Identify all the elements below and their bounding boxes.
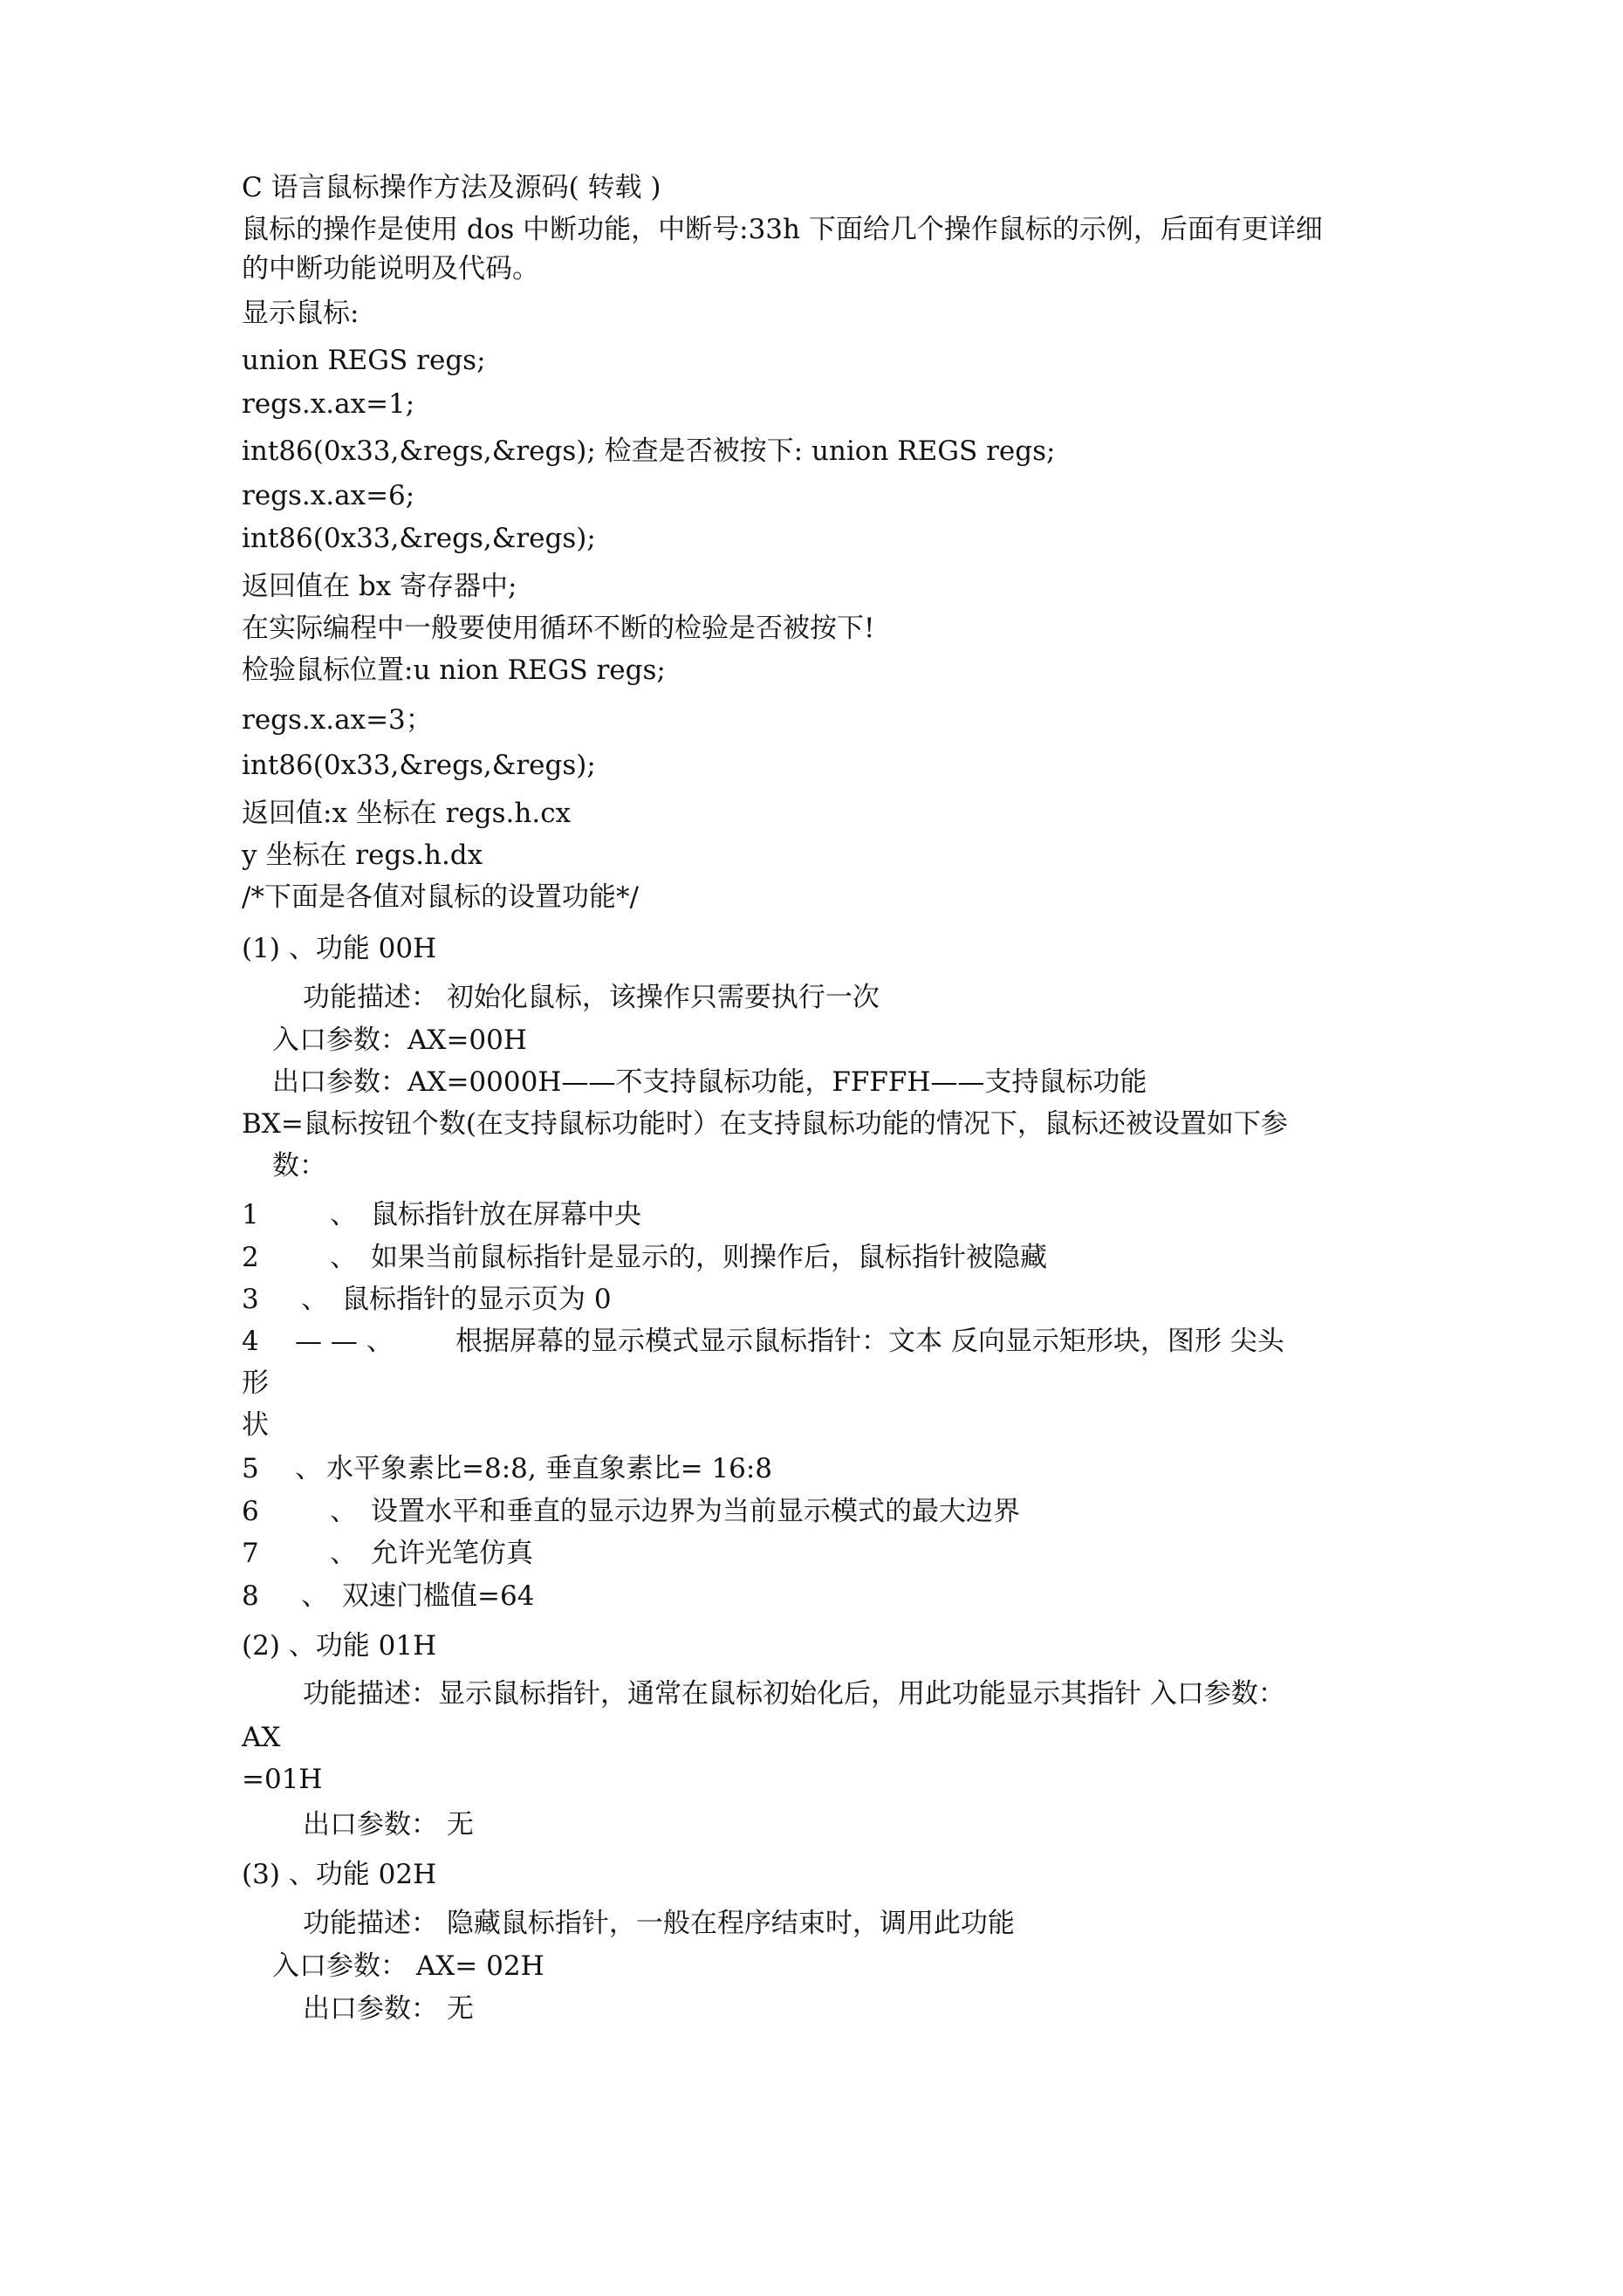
code-line: regs.x.ax=1; (242, 388, 415, 420)
list-item-text: 鼠标指针放在屏幕中央 (371, 1199, 641, 1230)
code-line: int86(0x33,&regs,&regs); (242, 523, 596, 554)
list-item-text: 双速门槛值=64 (342, 1580, 535, 1612)
text-line: 检验鼠标位置:u nion REGS regs; (242, 655, 666, 686)
list-item-num: 2 (242, 1242, 259, 1273)
list-item-text: 允许光笔仿真 (371, 1538, 533, 1569)
section-show-mouse: 显示鼠标: (242, 298, 360, 329)
text-line: 返回值:x 坐标在 regs.h.cx (242, 798, 572, 829)
list-item-text: 鼠标指针的显示页为 0 (342, 1284, 612, 1315)
function-desc: 功能描述： 隐藏鼠标指针，一般在程序结束时，调用此功能 (303, 1908, 1015, 1939)
entry-params: 入口参数：AX=00H (272, 1025, 527, 1056)
list-item-num: 7 (242, 1538, 259, 1569)
text-line: AX (242, 1722, 281, 1753)
list-item-wrap: 形 (242, 1367, 269, 1399)
code-line: regs.x.ax=6; (242, 480, 415, 511)
list-item-num: 4 (242, 1326, 259, 1357)
function-desc: 功能描述：显示鼠标指针，通常在鼠标初始化后，用此功能显示其指针 入口参数： (303, 1678, 1285, 1710)
list-item-sep: 、 (301, 1284, 328, 1315)
function-heading: (1) 、功能 00H (242, 933, 437, 964)
list-item-num: 5 (242, 1453, 259, 1484)
intro-line-2: 的中断功能说明及代码。 (242, 253, 539, 284)
text-line: 数： (272, 1150, 326, 1182)
list-item-text: 设置水平和垂直的显示边界为当前显示模式的最大边界 (371, 1496, 1020, 1527)
list-item-sep: 、 (301, 1580, 328, 1612)
function-heading: (2) 、功能 01H (242, 1630, 437, 1662)
entry-params: 入口参数： AX= 02H (272, 1950, 544, 1982)
list-item-wrap: 状 (242, 1409, 269, 1441)
code-line: int86(0x33,&regs,&regs); (242, 750, 596, 781)
list-item-text: 根据屏幕的显示模式显示鼠标指针：文本 反向显示矩形块，图形 尖头 (455, 1326, 1284, 1357)
code-line: regs.x.ax=3； (242, 704, 433, 736)
list-item-text: 如果当前鼠标指针是显示的，则操作后，鼠标指针被隐藏 (371, 1242, 1047, 1273)
text-line: BX=鼠标按钮个数(在支持鼠标功能时）在支持鼠标功能的情况下，鼠标还被设置如下参 (242, 1108, 1288, 1140)
function-heading: (3) 、功能 02H (242, 1859, 437, 1890)
list-item-sep: 、 (295, 1453, 322, 1484)
comment-line: /*下面是各值对鼠标的设置功能*/ (242, 881, 639, 913)
list-item-sep: 、 (330, 1538, 357, 1569)
list-item-num: 1 (242, 1199, 259, 1230)
list-item-text: 水平象素比=8:8, 垂直象素比= 16:8 (326, 1453, 773, 1484)
function-desc: 功能描述： 初始化鼠标，该操作只需要执行一次 (303, 982, 880, 1013)
list-item-num: 8 (242, 1580, 259, 1612)
text-line: 在实际编程中一般要使用循环不断的检验是否被按下! (242, 613, 875, 644)
list-item-num: 6 (242, 1496, 259, 1527)
code-line: int86(0x33,&regs,&regs); 检查是否被按下: union REGS regs; (242, 435, 1056, 467)
exit-params: 出口参数： 无 (303, 1993, 474, 2025)
list-item-sep: 、 (330, 1199, 357, 1230)
text-line: y 坐标在 regs.h.dx (242, 840, 483, 871)
text-line: =01H (242, 1764, 323, 1795)
list-item-num: 3 (242, 1284, 259, 1315)
exit-params: 出口参数： 无 (303, 1809, 474, 1840)
doc-title: C 语言鼠标操作方法及源码( 转载 ) (242, 172, 661, 203)
text-line: 返回值在 bx 寄存器中; (242, 571, 517, 602)
list-item-sep: 、 (330, 1242, 357, 1273)
exit-params: 出口参数：AX=0000H——不支持鼠标功能，FFFFH——支持鼠标功能 (272, 1066, 1147, 1098)
intro-line-1: 鼠标的操作是使用 dos 中断功能，中断号:33h 下面给几个操作鼠标的示例，后面有更详细 (242, 214, 1323, 245)
list-item-sep: 、 (330, 1496, 357, 1527)
code-line: union REGS regs; (242, 345, 486, 376)
list-item-sep: — — 、 (295, 1326, 394, 1357)
